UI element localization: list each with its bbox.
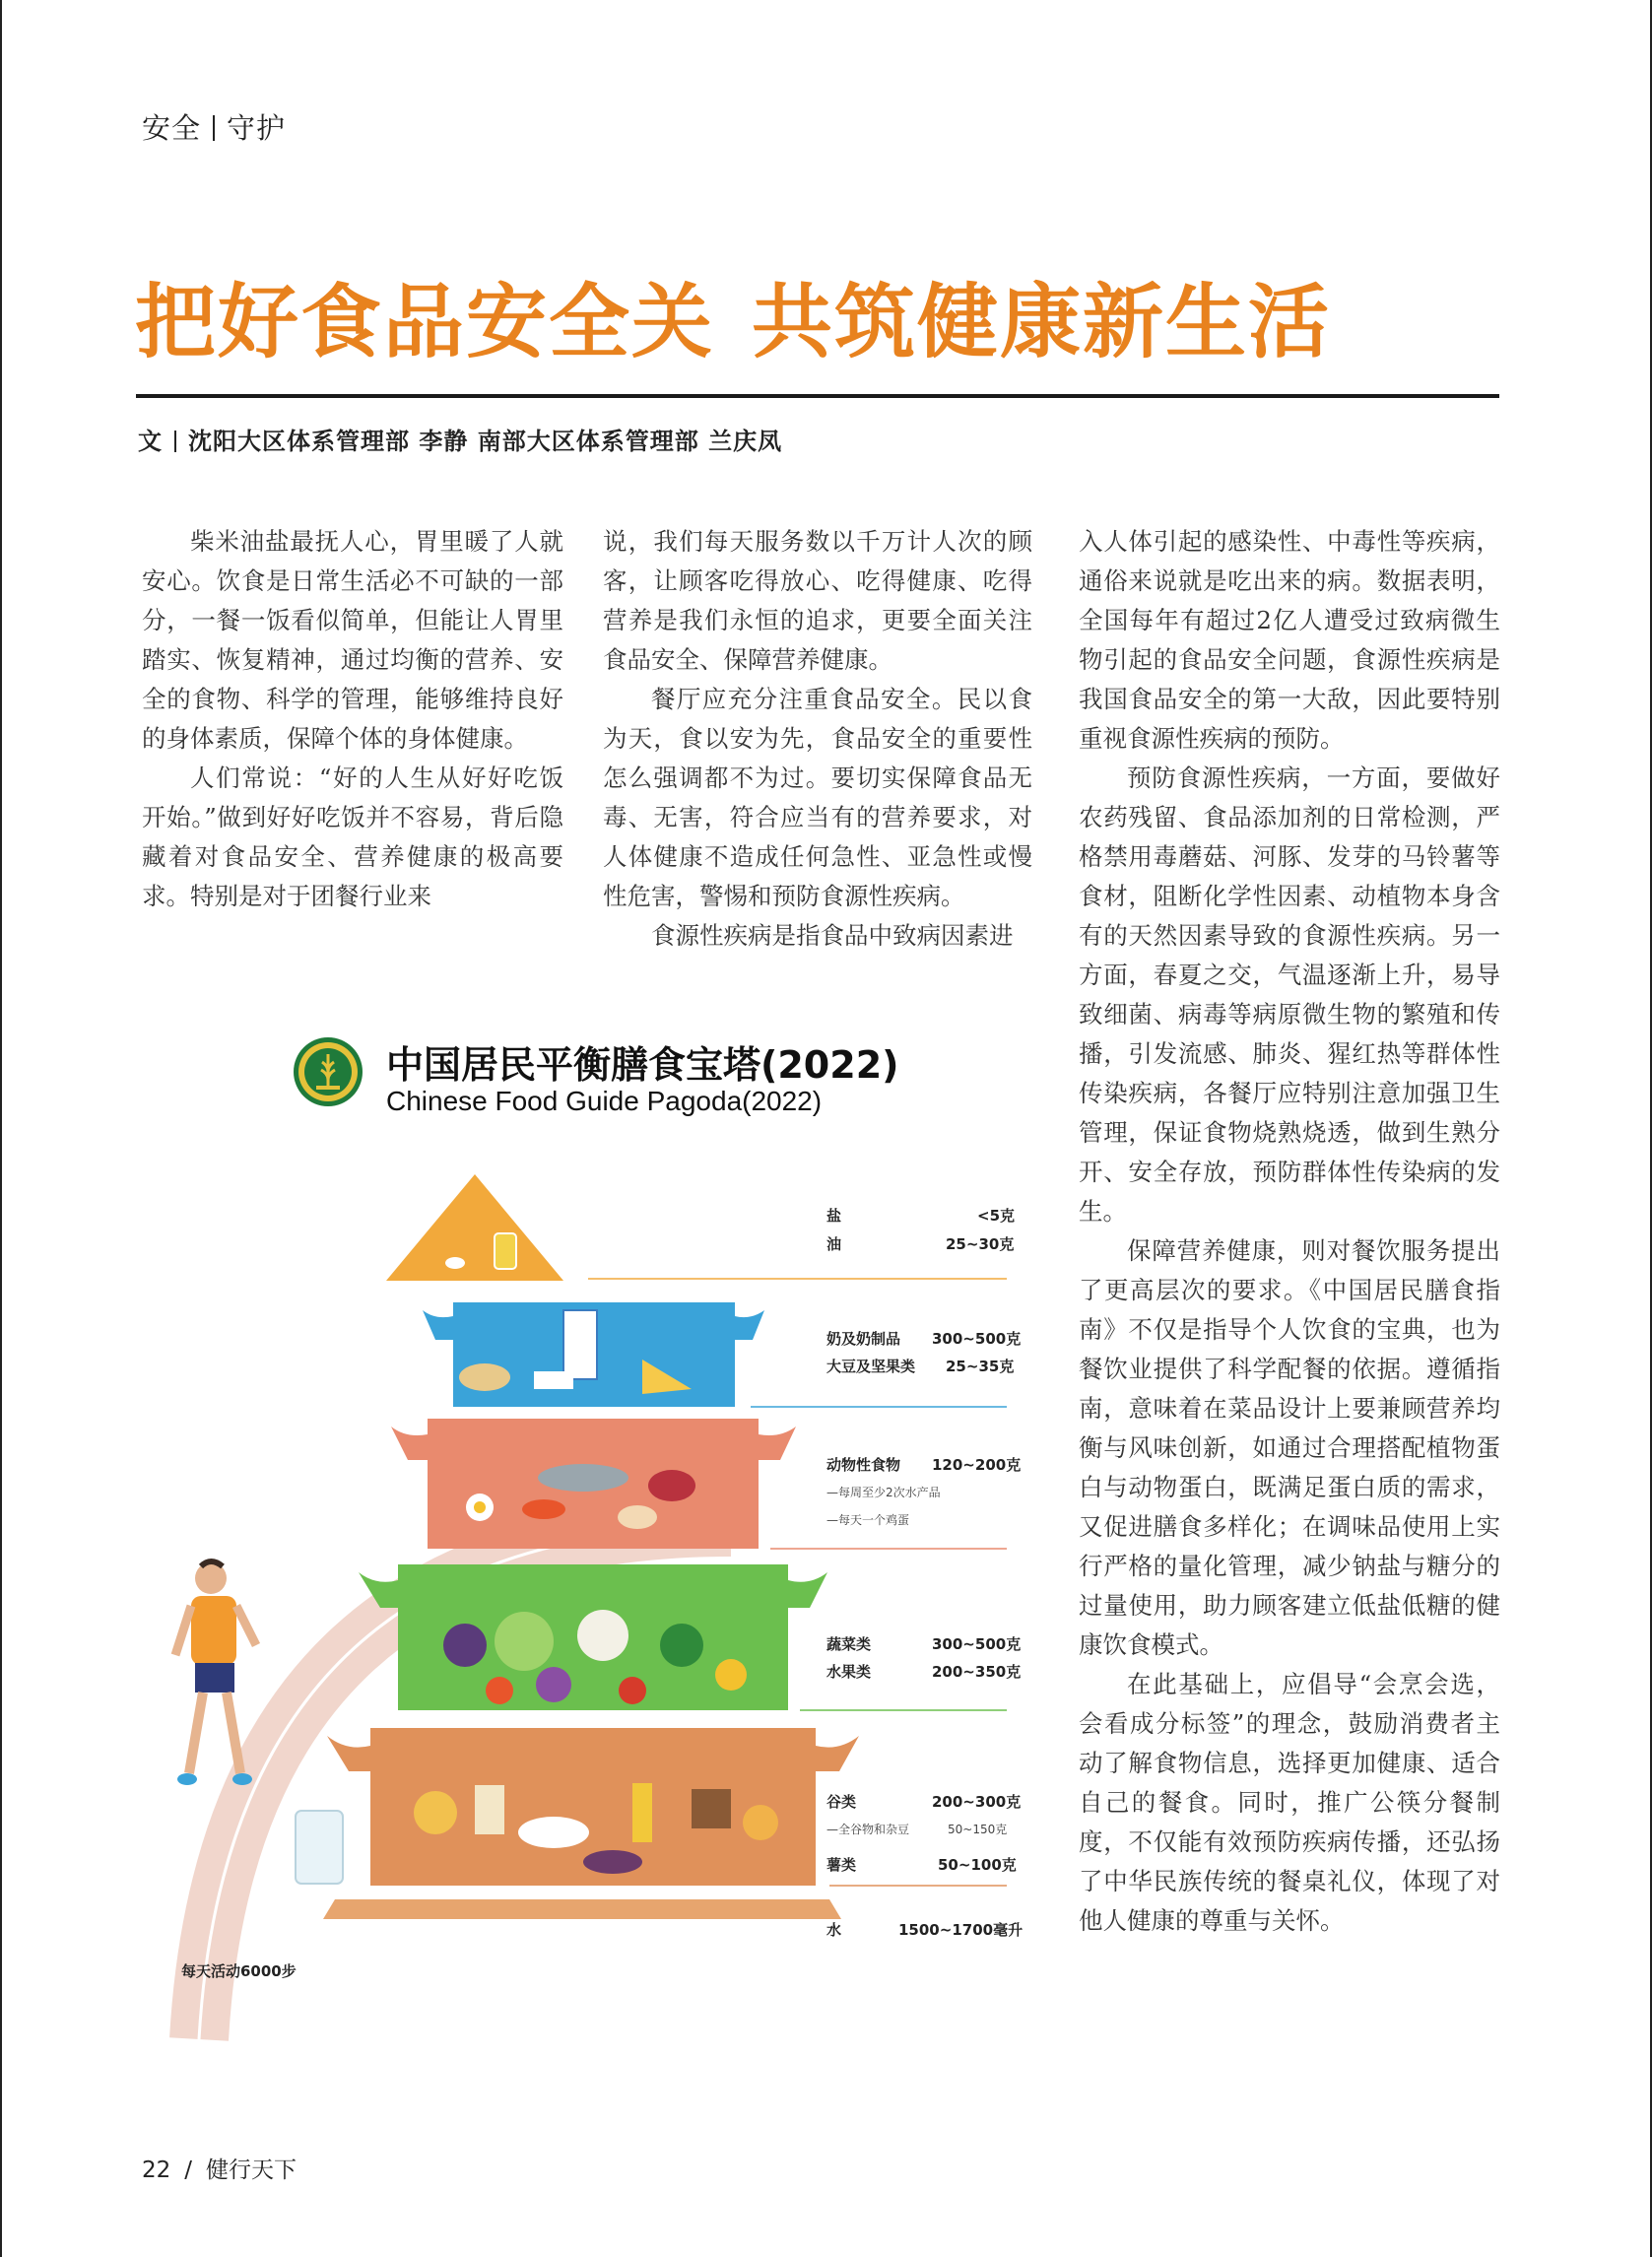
amount-tuber: 50~100克 xyxy=(938,1856,1017,1874)
amount-soy: 25~35克 xyxy=(946,1358,1015,1375)
food-pagoda-figure xyxy=(140,1015,1026,2059)
note-grain-amount: 50~150克 xyxy=(948,1823,1008,1836)
paragraph: 预防食源性疾病，一方面，要做好农药残留、食品添加剂的日常检测，严格禁用毒蘑菇、河豚、发芽的马铃薯等食材，阻断化学性因素、动植物本身含有的天然因素导致的食源性疾病。另一方面，春夏之交，气温逐渐上升，易导致细菌、病毒等病原微生物的繁殖和传播，引发流感、肺炎、猩红热等群体性传染疾病，各餐厅应特别注意加强卫生管理，保证食物烧熟烧透，做到生熟分开、安全存放，预防群体性传染病的发生。 xyxy=(1079,763,1500,1226)
byline-prefix: 文 xyxy=(138,428,163,455)
byline xyxy=(138,422,782,456)
article-title-part1: 把好食品安全关 xyxy=(135,275,715,369)
byline-authors: 沈阳大区体系管理部 李静 南部大区体系管理部 兰庆凤 xyxy=(188,428,783,455)
label-veg: 蔬菜类 xyxy=(826,1635,872,1653)
title-rule xyxy=(136,394,1499,398)
page-footer: 22 / 健行天下 xyxy=(142,2157,297,2183)
pagoda-illustration xyxy=(140,1015,1026,2059)
amount-salt: <5克 xyxy=(977,1207,1016,1225)
paragraph: 人们常说：“好的人生从好好吃饭开始。”做到好好吃饭并不容易，背后隐藏着对食品安全、营养健康的极高要求。特别是对于团餐行业来 xyxy=(142,763,563,910)
label-dairy: 奶及奶制品 xyxy=(826,1330,901,1348)
amount-fruit: 200~350克 xyxy=(932,1663,1022,1681)
article-title-part2: 共筑健康新生活 xyxy=(752,275,1332,369)
page-number: 22 xyxy=(142,2157,171,2183)
pagoda-title-cn: 中国居民平衡膳食宝塔(2022) xyxy=(386,1043,899,1087)
amount-dairy: 300~500克 xyxy=(932,1330,1022,1348)
label-water: 水 xyxy=(826,1921,842,1939)
amount-water: 1500~1700毫升 xyxy=(898,1921,1024,1939)
label-fruit: 水果类 xyxy=(826,1663,872,1681)
note-grain: —全谷物和杂豆 xyxy=(826,1823,910,1836)
label-grain: 谷类 xyxy=(826,1793,857,1811)
note-animal-1: —每周至少2次水产品 xyxy=(826,1486,941,1499)
amount-grain: 200~300克 xyxy=(932,1793,1022,1811)
text-column-2 xyxy=(603,522,1032,956)
paragraph: 入人体引起的感染性、中毒性等疾病，通俗来说就是吃出来的病。数据表明，全国每年有超过2亿人遭受过致病微生物引起的食品安全问题，食源性疾病是我国食品安全的第一大敌，因此要特别重视食源性疾病的预防。 xyxy=(1079,527,1500,753)
paragraph: 在此基础上，应倡导“会烹会选，会看成分标签”的理念，鼓励消费者主动了解食物信息，选择更加健康、适合自己的餐食。同时，推广公筷分餐制度，不仅能有效预防疾病传播，还弘扬了中华民族传统的餐桌礼仪，体现了对他人健康的尊重与关怀。 xyxy=(1079,1670,1500,1935)
activity-label: 每天活动6000步 xyxy=(181,1962,297,1980)
label-oil: 油 xyxy=(826,1235,842,1253)
paragraph: 餐厅应充分注重食品安全。民以食为天，食以安为先，食品安全的重要性怎么强调都不为过。要切实保障食品无毒、无害，符合应当有的营养要求，对人体健康不造成任何急性、亚急性或慢性危害，警惕和预防食源性疾病。 xyxy=(603,685,1032,910)
paragraph: 柴米油盐最抚人心，胃里暖了人就安心。饮食是日常生活必不可缺的一部分，一餐一饭看似简单，但能让人胃里踏实、恢复精神，通过均衡的营养、安全的食物、科学的管理，能够维持良好的身体素质，保障个体的身体健康。 xyxy=(142,527,563,753)
magazine-name: 健行天下 xyxy=(206,2157,297,2183)
tier-water xyxy=(323,1899,841,1919)
amount-animal: 120~200克 xyxy=(932,1456,1022,1474)
label-soy: 大豆及坚果类 xyxy=(826,1358,916,1375)
amount-veg: 300~500克 xyxy=(932,1635,1022,1653)
pagoda-title-en: Chinese Food Guide Pagoda(2022) xyxy=(386,1086,823,1116)
paragraph: 食源性疾病是指食品中致病因素进 xyxy=(651,921,1014,950)
text-column-3 xyxy=(1079,522,1500,1941)
paragraph: 保障营养健康，则对餐饮服务提出了更高层次的要求。《中国居民膳食指南》不仅是指导个人饮食的宝典，也为餐饮业提供了科学配餐的依据。遵循指南，意味着在菜品设计上要兼顾营养均衡与风味创新，如通过合理搭配植物蛋白与动物蛋白，既满足蛋白质的需求，又促进膳食多样化；在调味品使用上实行严格的量化管理，减少钠盐与糖分的过量使用，助力顾客建立低盐低糖的健康饮食模式。 xyxy=(1079,1236,1500,1659)
note-animal-2: —每天一个鸡蛋 xyxy=(826,1513,910,1527)
byline-divider xyxy=(174,431,176,452)
section-label-a: 安全 xyxy=(142,111,202,145)
tier-salt-oil xyxy=(386,1174,563,1281)
section-label xyxy=(142,106,286,147)
label-tuber: 薯类 xyxy=(826,1856,857,1874)
article-title xyxy=(135,258,1331,373)
paragraph: 说，我们每天服务数以千万计人次的顾客，让顾客吃得放心、吃得健康、吃得营养是我们永恒的追求，更要全面关注食品安全、保障营养健康。 xyxy=(603,527,1032,674)
label-animal: 动物性食物 xyxy=(826,1456,901,1474)
amount-oil: 25~30克 xyxy=(946,1235,1015,1253)
label-salt: 盐 xyxy=(826,1207,842,1225)
section-divider xyxy=(213,115,215,141)
text-column-1 xyxy=(142,522,563,916)
section-label-b: 守护 xyxy=(227,111,287,145)
